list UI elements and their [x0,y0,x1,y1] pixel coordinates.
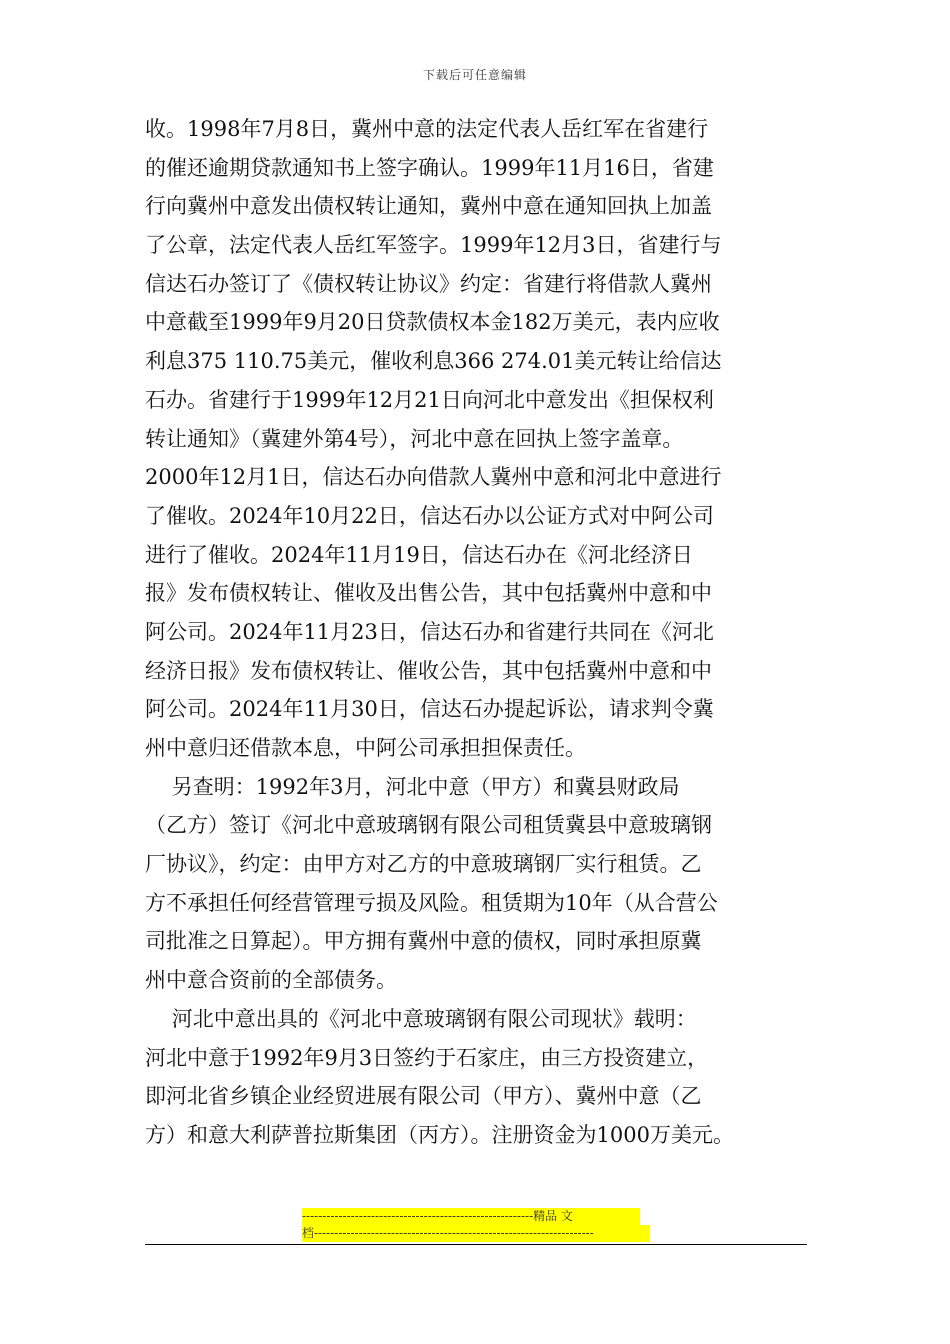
text-line: 厂协议》，约定：由甲方对乙方的中意玻璃钢厂实行租赁。乙 [145,852,702,877]
text-line: 的催还逾期贷款通知书上签字确认。1999年11月16日，省建 [145,155,714,180]
text-line: 收。1998年7月8日，冀州中意的法定代表人岳红军在省建行 [145,117,709,141]
text-line: 方不承担任何经营管理亏损及风险。租赁期为10年（从合营公 [145,890,718,915]
text-line: 报》发布债权转让、催收及出售公告，其中包括冀州中意和中 [145,581,712,606]
text-line: 进行了催收。2024年11月19日，信达石办在《河北经济日 [145,542,693,567]
text-line: 经济日报》发布债权转让、催收公告，其中包括冀州中意和中 [145,658,712,683]
text-line: 方）和意大利萨普拉斯集团（丙方）。注册资金为1000万美元。 [145,1122,734,1147]
text-line: 石办。省建行于1999年12月21日向河北中意发出《担保权利 [145,387,714,412]
text-line: 了催收。2024年10月22日，信达石办以公证方式对中阿公司 [145,503,714,528]
text-line: 中意截至1999年9月20日贷款债权本金182万美元，表内应收 [145,310,720,335]
text-line: （乙方）签订《河北中意玻璃钢有限公司租赁冀县中意玻璃钢 [145,813,712,838]
text-line: 司批准之日算起）。甲方拥有冀州中意的债权，同时承担原冀 [145,929,702,954]
text-line: 了公章，法定代表人岳红军签字。1999年12月3日，省建行与 [145,233,722,258]
text-line: 即河北省乡镇企业经贸进展有限公司（甲方）、冀州中意（乙 [145,1084,702,1109]
text-line: 利息375 110.75美元，催收利息366 274.01美元转让给信达 [145,349,722,374]
text-line: 行向冀州中意发出债权转让通知，冀州中意在通知回执上加盖 [145,194,712,219]
footer-divider [145,1244,807,1245]
footer-line-1: ---------------------------------------------------------精品 文 [302,1208,640,1225]
text-line: 转让通知》（冀建外第4号），河北中意在回执上签字盖章。 [145,426,684,451]
text-line: 阿公司。2024年11月23日，信达石办和省建行共同在《河北 [145,619,714,644]
page-header: 下载后可任意编辑 [422,68,527,82]
text-line: 另查明：1992年3月，河北中意（甲方）和冀县财政局 [145,774,680,799]
footer-line-2: 档--------------------------------------------------------------------- [302,1225,650,1242]
page-footer [302,1208,650,1242]
text-line: 阿公司。2024年11月30日，信达石办提起诉讼，请求判令冀 [145,697,714,722]
text-line: 2000年12月1日，信达石办向借款人冀州中意和河北中意进行 [145,465,722,490]
text-line: 河北中意出具的《河北中意玻璃钢有限公司现状》载明： [145,1006,697,1031]
text-line: 信达石办签订了《债权转让协议》约定：省建行将借款人冀州 [145,271,712,296]
text-line: 州中意归还借款本息，中阿公司承担担保责任。 [145,736,586,760]
text-line: 河北中意于1992年9月3日签约于石家庄，由三方投资建立， [145,1045,709,1070]
document-body [145,110,815,1155]
text-line: 州中意合资前的全部债务。 [145,968,397,993]
